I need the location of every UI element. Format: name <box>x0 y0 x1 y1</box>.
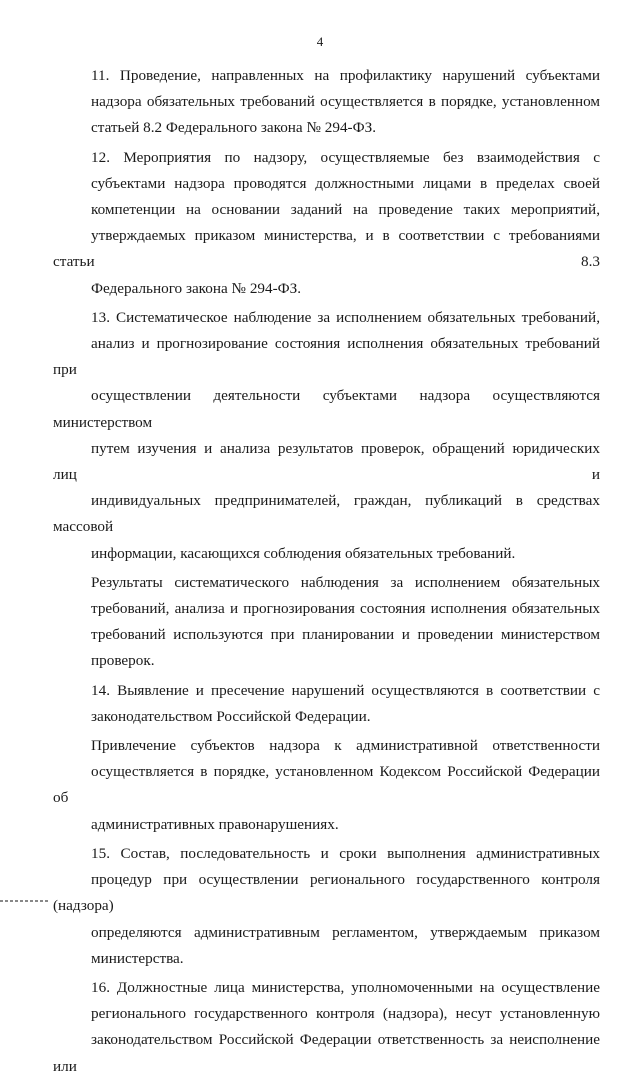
text-line: утверждаемых приказом министерства, и в соответствии с требованиями статьи 8.3 <box>53 227 600 271</box>
paragraph-13 <box>53 305 600 567</box>
text-line: процедур при осуществлении регионального государственного контроля (надзора) <box>53 871 600 915</box>
text-line: проверок. <box>91 652 155 670</box>
paragraph-16 <box>53 975 600 1080</box>
text-line: требований, анализа и прогнозирования состояния исполнения обязательных <box>91 600 600 618</box>
paragraph-14 <box>53 678 600 730</box>
text-line: индивидуальных предпринимателей, граждан, публикаций в средствах массовой <box>53 492 600 536</box>
text-line: 12. Мероприятия по надзору, осуществляемые без взаимодействия с <box>91 148 600 166</box>
text-line: 16. Должностные лица министерства, уполномоченными на осуществление <box>91 978 600 996</box>
text-line: осуществляется в порядке, установленном Кодексом Российской Федерации об <box>53 763 600 807</box>
text-line: Привлечение субъектов надзора к административной ответственности <box>91 737 600 755</box>
paragraph-14-liability <box>53 733 600 838</box>
paragraph-11 <box>53 63 600 142</box>
paragraph-15 <box>53 841 600 972</box>
text-line: министерства. <box>91 949 184 967</box>
text-line: 14. Выявление и пресечение нарушений осуществляются в соответствии с <box>91 681 600 699</box>
text-line: информации, касающихся соблюдения обязательных требований. <box>91 544 516 562</box>
text-line: субъектами надзора проводятся должностными лицами в пределах своей <box>91 174 600 192</box>
text-line: требований используются при планировании и проведении министерством <box>91 626 600 644</box>
text-line: определяются административным регламентом, утверждаемым приказом <box>91 923 600 941</box>
text-line: 13. Систематическое наблюдение за исполнением обязательных требований, <box>91 308 600 326</box>
paragraph-12 <box>53 145 600 302</box>
text-line: законодательством Российской Федерации ответственность за неисполнение или <box>53 1031 600 1075</box>
scan-artifact <box>0 900 48 902</box>
text-line: осуществлении деятельности субъектами надзора осуществляются министерством <box>53 387 600 431</box>
document-body <box>53 63 600 1083</box>
text-line: 15. Состав, последовательность и сроки выполнения административных <box>91 844 600 862</box>
page-number: 4 <box>316 34 324 49</box>
text-line: Результаты систематического наблюдения за исполнением обязательных <box>91 573 600 591</box>
text-line: Федерального закона № 294-ФЗ. <box>91 279 302 297</box>
text-line: анализ и прогнозирование состояния исполнения обязательных требований при <box>53 335 600 379</box>
paragraph-13-results <box>53 570 600 675</box>
text-line: законодательством Российской Федерации. <box>91 707 371 725</box>
text-line: административных правонарушениях. <box>91 815 339 833</box>
text-line: статьей 8.2 Федерального закона № 294-ФЗ. <box>91 119 377 137</box>
text-line: надзора обязательных требований осуществляется в порядке, установленном <box>91 93 600 111</box>
text-line: регионального государственного контроля (надзора), несут установленную <box>91 1005 600 1023</box>
text-line: путем изучения и анализа результатов проверок, обращений юридических лиц и <box>53 439 600 484</box>
text-line: 11. Проведение, направленных на профилактику нарушений субъектами <box>91 67 600 84</box>
text-line: компетенции на основании заданий на проведение таких мероприятий, <box>91 201 600 219</box>
